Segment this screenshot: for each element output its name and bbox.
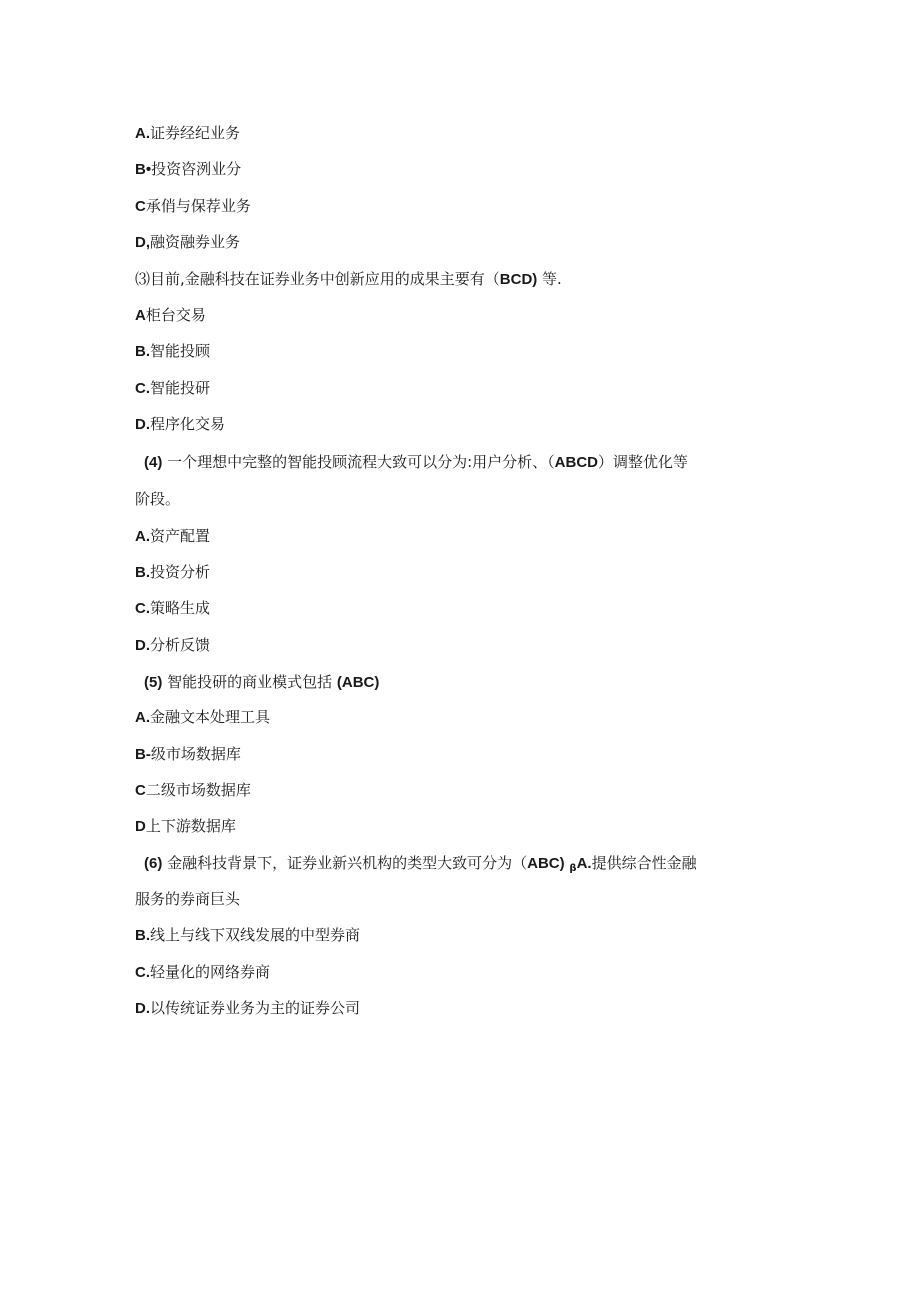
option-marker: A. — [135, 528, 150, 545]
option-marker: D. — [135, 637, 150, 654]
question-number: (4) — [144, 454, 163, 471]
option-text: 提供综合性金融 — [591, 854, 697, 872]
option-text: 智能投顾 — [150, 342, 211, 360]
question-answer: BCD) — [499, 271, 538, 288]
question-number: (6) — [144, 855, 163, 872]
option-text: 承俏与保荐业务 — [145, 197, 251, 215]
option-text: 轻量化的网络券商 — [150, 963, 271, 981]
option-c-online-brokers — [135, 962, 270, 983]
option-text: 融资融券业务 — [150, 233, 241, 251]
option-a-asset-allocation — [135, 526, 210, 547]
question-text: 一个理想中完整的智能投顾流程大致可以分为:用户分析、（ — [162, 453, 555, 471]
option-marker: A. — [135, 125, 150, 142]
option-marker: C. — [135, 600, 150, 617]
question-suffix: 等. — [537, 270, 562, 288]
question-answer: (ABC) — [336, 674, 380, 691]
option-text: 策略生成 — [150, 599, 211, 617]
question-5 — [144, 672, 379, 693]
option-d-program-trading — [135, 414, 225, 435]
option-d-margin-trading — [135, 232, 240, 253]
question-suffix: ）调整优化等 — [598, 453, 689, 471]
option-a-securities-brokerage — [135, 123, 240, 144]
option-a-counter-trading — [135, 305, 206, 326]
question-answer: ABC) — [527, 855, 565, 872]
option-marker: D, — [135, 234, 150, 251]
option-b-investment-analysis — [135, 562, 210, 583]
option-c-secondary-market-db — [135, 780, 251, 801]
option-marker: A. — [135, 709, 150, 726]
option-marker: D — [135, 818, 146, 835]
option-text: 智能投研 — [150, 379, 211, 397]
option-text: 投资咨洌业分 — [151, 160, 242, 178]
option-text: 程序化交易 — [150, 415, 226, 433]
option-marker: C. — [135, 380, 150, 397]
question-answer: ABCD — [554, 454, 599, 471]
option-text: 证券经纪业务 — [150, 124, 241, 142]
option-text: 柜台交易 — [145, 306, 206, 324]
question-6-continuation — [135, 889, 240, 909]
option-c-smart-research — [135, 378, 210, 399]
beta-mark: β — [569, 863, 577, 874]
option-marker: B. — [135, 343, 150, 360]
option-marker: B. — [135, 927, 150, 944]
question-text: 阶段。 — [135, 490, 181, 508]
option-a-financial-text-tools — [135, 707, 270, 728]
option-d-supply-chain-db — [135, 816, 236, 837]
option-marker: D. — [135, 1000, 150, 1017]
question-text: ⑶目前,金融科技在证券业务中创新应用的成果主要有（ — [135, 270, 500, 288]
question-text: 金融科技背景下，证券业新兴机构的类型大致可分为（ — [162, 854, 528, 872]
option-marker: C — [135, 198, 146, 215]
option-text: 服务的券商巨头 — [135, 890, 241, 908]
option-c-strategy-generation — [135, 598, 210, 619]
option-text: 线上与线下双线发展的中型券商 — [150, 926, 361, 944]
option-text: 投资分析 — [150, 563, 211, 581]
option-d-traditional-securities — [135, 998, 360, 1019]
question-text: 智能投研的商业模式包括 — [162, 673, 337, 691]
option-marker: D. — [135, 416, 150, 433]
option-text: 以传统证券业务为主的证券公司 — [150, 999, 361, 1017]
option-b-investment-consulting — [135, 159, 241, 180]
option-text: 金融文本处理工具 — [150, 708, 271, 726]
option-b-robo-advisor — [135, 341, 210, 362]
question-6 — [144, 853, 697, 879]
option-b-mid-size-brokers — [135, 925, 360, 946]
option-c-underwriting — [135, 196, 251, 217]
option-text: 上下游数据库 — [145, 817, 236, 835]
option-d-analysis-feedback — [135, 635, 210, 656]
option-marker: C. — [135, 964, 150, 981]
option-text: 分析反馈 — [150, 636, 211, 654]
question-4 — [144, 452, 688, 473]
option-marker: A — [135, 307, 146, 324]
option-marker: B. — [135, 564, 150, 581]
option-text: 二级市场数据库 — [145, 781, 251, 799]
question-4-continuation — [135, 489, 180, 509]
option-marker: B- — [135, 746, 151, 763]
option-marker: A. — [576, 855, 592, 872]
question-3 — [135, 269, 562, 290]
option-marker: B• — [135, 161, 152, 178]
question-number: (5) — [144, 674, 163, 691]
option-marker: C — [135, 782, 146, 799]
option-text: 级市场数据库 — [150, 745, 241, 763]
option-text: 资产配置 — [150, 527, 211, 545]
option-b-primary-market-db — [135, 744, 241, 765]
